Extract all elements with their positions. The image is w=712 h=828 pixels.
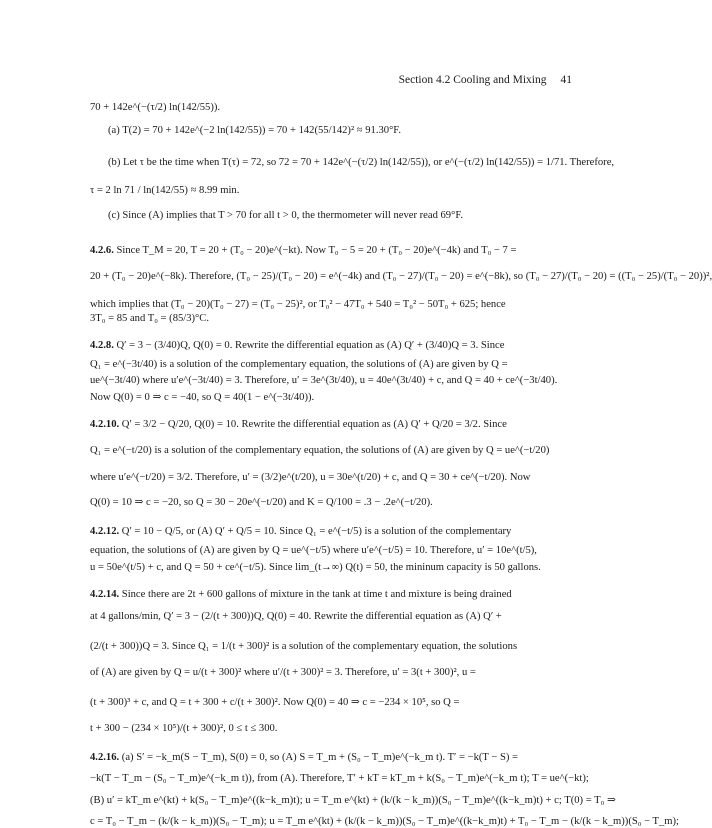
line-text: Q′ = 3 − (3/40)Q, Q(0) = 0. Rewrite the differential equation as (A) Q′ + (3/40)Q = 3. Since (116, 340, 505, 351)
text-line (90, 471, 560, 484)
problem-number: 4.2.14. (90, 589, 120, 600)
line-text: Q′ = 3/2 − Q/20, Q(0) = 10. Rewrite the differential equation as (A) Q′ + Q/20 = 3/2. Since (121, 419, 507, 430)
line-text: (t + 300)³ + c, and Q = t + 300 + c/(t + 300)². Now Q(0) = 40 ⇒ c = −234 × 10⁵, so Q = (90, 697, 460, 708)
line-text: Since T_M = 20, T = 20 + (T₀ − 20)e^(−kt). Now T₀ − 5 = 20 + (T₀ − 20)e^(−4k) and T₀ − 7 = (116, 245, 517, 256)
text-line (90, 640, 560, 653)
text-line (90, 588, 560, 601)
line-text: of (A) are given by Q = u/(t + 300)² where u′/(t + 300)² = 3. Therefore, u′ = 3(t + 300)², u = (90, 667, 476, 678)
text-line (90, 444, 560, 457)
line-text: τ = 2 ln 71 / ln(142/55) ≈ 8.99 min. (90, 185, 240, 196)
text-line (90, 339, 560, 352)
text-line (90, 815, 679, 828)
line-text: Now Q(0) = 0 ⇒ c = −40, so Q = 40(1 − e^(−3t/40)). (90, 392, 315, 403)
line-text: c = T₀ − T_m − (k/(k − k_m))(S₀ − T_m); u = T_m e^(kt) + (k/(k − k_m))(S₀ − T_m)e^((k−k_m)t) + T₀ − T_m − (k/(k − k_m))(S₀ − T_m); (90, 816, 679, 827)
text-line (90, 312, 560, 325)
text-line (90, 298, 560, 311)
text-line (90, 358, 560, 371)
text-line (90, 244, 560, 257)
line-text: Q₁ = e^(−3t/40) is a solution of the complementary equation, the solutions of (A) are given by Q = (90, 359, 508, 370)
line-text: where u′e^(−t/20) = 3/2. Therefore, u′ = (3/2)e^(t/20), u = 30e^(t/20) + c, and Q = 30 + ce^(−t/20). Now (90, 472, 531, 483)
line-text: (a) S′ = −k_m(S − T_m), S(0) = 0, so (A) S = T_m + (S₀ − T_m)e^(−k_m t). T′ = −k(T − S) = (121, 752, 519, 763)
section-title: Section 4.2 Cooling and Mixing (398, 74, 547, 86)
line-text: Q(0) = 10 ⇒ c = −20, so Q = 30 − 20e^(−t/20) and K = Q/100 = .3 − .2e^(−t/20). (90, 497, 433, 508)
problem-number: 4.2.12. (90, 526, 120, 537)
page-number: 41 (560, 74, 572, 86)
problem-number: 4.2.10. (90, 419, 120, 430)
text-line (90, 525, 560, 538)
text-line (90, 751, 560, 764)
line-text: (B) u′ = kT_m e^(kt) + k(S₀ − T_m)e^((k−k_m)t); u = T_m e^(kt) + (k/(k − k_m))(S₀ − T_m)e^((k−k_m)t) + c; T(0) = T₀ ⇒ (90, 795, 616, 806)
line-text: (c) Since (A) implies that T > 70 for all t > 0, the thermometer will never read 69°F. (108, 210, 464, 221)
line-text: Q′ = 10 − Q/5, or (A) Q′ + Q/5 = 10. Since Q₁ = e^(−t/5) is a solution of the complementary (121, 526, 512, 537)
text-line (90, 561, 560, 574)
line-text: (a) T(2) = 70 + 142e^(−2 ln(142/55)) = 70 + 142(55/142)² ≈ 91.30°F. (108, 125, 401, 136)
text-line (90, 374, 560, 387)
line-text: 3T₀ = 85 and T₀ = (85/3)°C. (90, 313, 210, 324)
text-line (90, 270, 712, 283)
text-line (90, 184, 560, 197)
text-line (90, 722, 560, 735)
line-text: (2/(t + 300))Q = 3. Since Q₁ = 1/(t + 300)² is a solution of the complementary equation, the solutions (90, 641, 518, 652)
line-text: Since there are 2t + 600 gallons of mixture in the tank at time t and mixture is being drained (121, 589, 512, 600)
line-text: 70 + 142e^(−(τ/2) ln(142/55)). (90, 102, 221, 113)
text-line (90, 496, 560, 509)
text-line (90, 101, 560, 114)
line-text: equation, the solutions of (A) are given by Q = ue^(−t/5) where u′e^(−t/5) = 10. Therefore, u′ = 10e^(t/5), (90, 545, 537, 556)
text-line (90, 794, 616, 807)
text-line (90, 418, 560, 431)
text-line (90, 544, 560, 557)
line-text: t + 300 − (234 × 10⁵)/(t + 300)², 0 ≤ t ≤ 300. (90, 723, 278, 734)
running-header (399, 74, 572, 86)
line-text: 20 + (T₀ − 20)e^(−8k). Therefore, (T₀ − 25)/(T₀ − 20) = e^(−4k) and (T₀ − 27)/(T₀ − 20) = e^(−8k), so (T₀ − 27)/(T₀ − 20) = ((T₀ − 25)/(T₀ − 20))², (90, 271, 712, 282)
line-text: −k(T − T_m − (S₀ − T_m)e^(−k_m t)), from (A). Therefore, T′ + kT = kT_m + k(S₀ − T_m)e^(−k_m t); T = ue^(−kt); (90, 773, 589, 784)
line-text: (b) Let τ be the time when T(τ) = 72, so 72 = 70 + 142e^(−(τ/2) ln(142/55)), or e^(−(τ/2) ln(142/55)) = 1/71. Therefore, (108, 157, 615, 168)
problem-number: 4.2.8. (90, 340, 114, 351)
text-line (90, 610, 560, 623)
line-text: ue^(−3t/40) where u′e^(−3t/40) = 3. Therefore, u′ = 3e^(3t/40), u = 40e^(3t/40) + c, and Q = 40 + ce^(−3t/40). (90, 375, 558, 386)
text-line (108, 124, 560, 137)
problem-number: 4.2.6. (90, 245, 114, 256)
text-line (108, 209, 560, 222)
text-line (90, 696, 560, 709)
text-line (90, 666, 560, 679)
problem-number: 4.2.16. (90, 752, 120, 763)
text-line (108, 156, 615, 169)
line-text: Q₁ = e^(−t/20) is a solution of the complementary equation, the solutions of (A) are given by Q = ue^(−t/20) (90, 445, 550, 456)
line-text: at 4 gallons/min, Q′ = 3 − (2/(t + 300))Q, Q(0) = 40. Rewrite the differential equation as (A) Q′ + (90, 611, 502, 622)
text-line (90, 391, 560, 404)
line-text: which implies that (T₀ − 20)(T₀ − 27) = (T₀ − 25)², or T₀² − 47T₀ + 540 = T₀² − 50T₀ + 625; hence (90, 299, 506, 310)
text-line (90, 772, 589, 785)
line-text: u = 50e^(t/5) + c, and Q = 50 + ce^(−t/5). Since lim_(t→∞) Q(t) = 50, the mininum capacity is 50 gallons. (90, 562, 541, 573)
